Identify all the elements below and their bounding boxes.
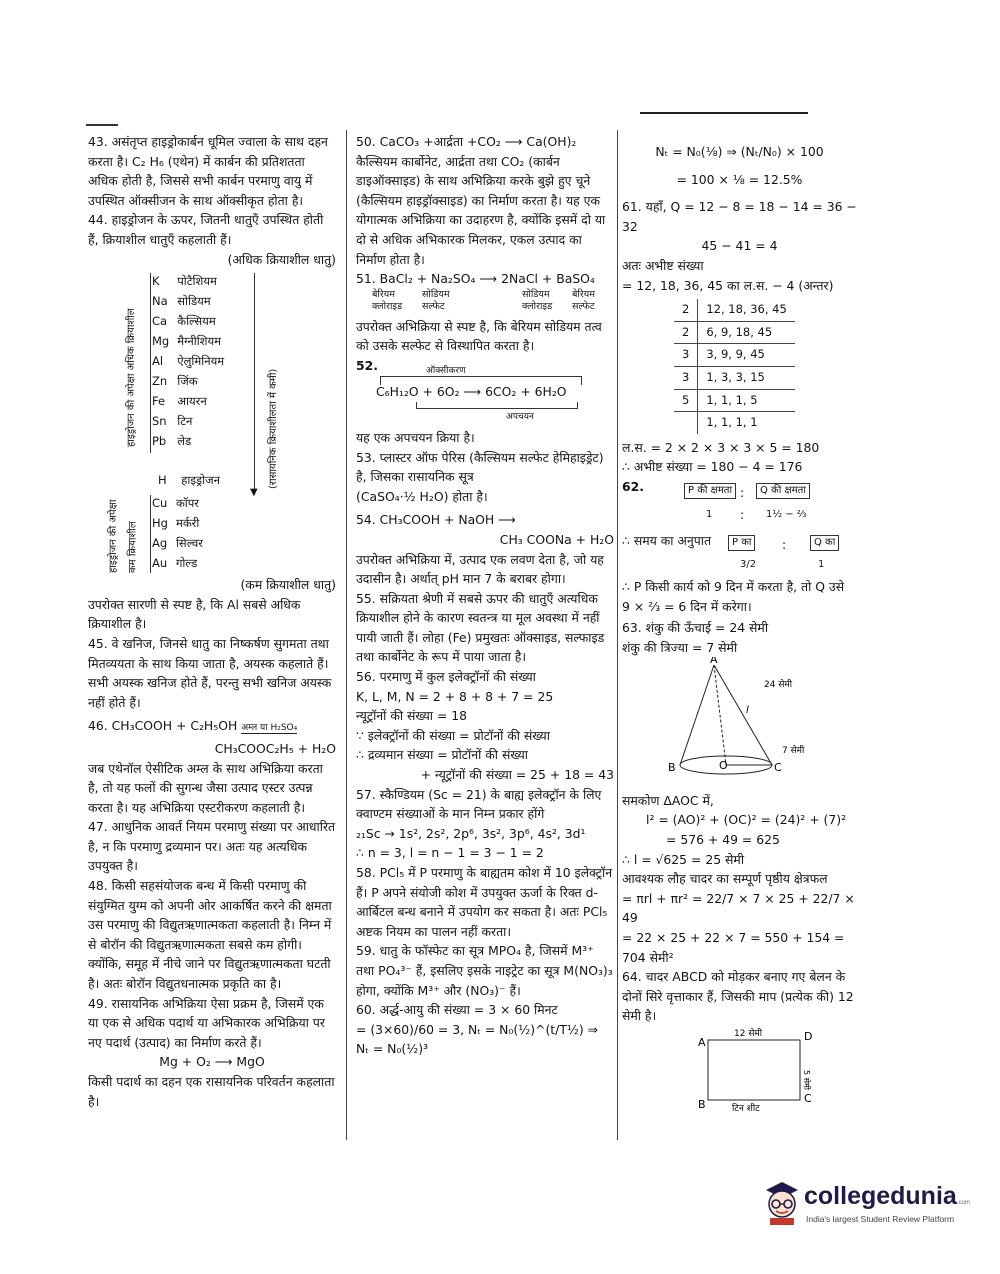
metal-symbol: Na (152, 294, 168, 309)
side-label-less-reactive: हाइड्रोजन की अपेक्षा कम क्रियाशील (108, 499, 139, 574)
answer-61-line5: ल.स. = 2 × 2 × 3 × 3 × 5 = 180 (622, 439, 820, 455)
label-sodium-chloride: सोडियम क्लोराइड (522, 288, 553, 312)
answer-60-continued: Nₜ = N₀(⅛) ⇒ (Nₜ/N₀) × 100 (655, 144, 824, 159)
reduction-bracket (416, 402, 578, 409)
series-row (148, 493, 207, 513)
rect-label-side: 5 सेमी (802, 1070, 811, 1090)
logo-name: collegedunia (804, 1182, 957, 1210)
logo-wordmark (804, 1182, 970, 1211)
answer-49-conclusion: किसी पदार्थ का दहन एक रासायनिक परिवर्तन कहलाता है। (88, 1074, 335, 1109)
cone-figure (622, 657, 857, 785)
hydrogen-name: हाइड्रोजन (181, 473, 221, 488)
metal-symbol: Mg (152, 334, 170, 349)
series-row (148, 351, 228, 371)
answer-59: 59. धातु के फॉस्फेट का सूत्र MPO₄ है, जिसमें M³⁺ तथा PO₄³⁻ हैं, इसलिए इसके नाइट्रेट का सूत्र M(NO₃)₃ होगा, क्योंकि M³⁺ और (NO₃)⁻ हैं। (356, 943, 613, 998)
metal-name: गोल्ड (175, 556, 198, 571)
answer-60-result: = 100 × ⅛ = 12.5% (676, 171, 803, 187)
cone-height (714, 665, 726, 765)
eq51-labels (372, 289, 614, 313)
answer-52-diagram (356, 356, 614, 428)
answer-63-line8: = πrl + πr² = 22/7 × 7 × 25 + 22/7 × 49 (622, 890, 855, 926)
lcm-divisor: 2 (674, 299, 698, 321)
q-time-value: 1 (818, 558, 825, 570)
answer-51: उपरोक्त अभिक्रिया से स्पष्ट है, कि बेरियम सोडियम तत्व को उसके सल्फेट से विस्थापित करता है। (356, 318, 602, 354)
answer-64: 64. चादर ABCD को मोड़कर बनाए गए बेलन के दोनों सिरे वृत्ताकार हैं, जिसकी माप (प्रत्येक की) 12 सेमी है। (622, 969, 854, 1024)
lcm-values: 12, 18, 36, 45 (698, 299, 795, 321)
metal-symbol: Ag (152, 536, 168, 551)
answer-55: 55. सक्रियता श्रेणी में सबसे ऊपर की धातुएँ अत्यधिक क्रियाशील होने के कारण स्वतन्त्र या मूल अवस्था में नहीं पायी जाती हैं। लोहा (Fe) प्रमुखतः ऑक्साइड, सल्फाइड तथा कार्बोनेट के रूप में पाया जाता है। (356, 590, 605, 665)
answer-61-line3: अतः अभीष्ट संख्या (622, 257, 704, 273)
cone-label-o: O (719, 759, 728, 773)
answer-61-line6: ∴ अभीष्ट संख्या = 180 − 4 = 176 (622, 459, 803, 475)
answer-56-line2: न्यूट्रॉनों की संख्या = 18 (356, 708, 468, 724)
metal-name: सिल्वर (175, 536, 203, 551)
lcm-values: 3, 9, 9, 45 (698, 344, 795, 367)
q-capacity-box: Q की क्षमता (756, 483, 810, 499)
pop-formula: (CaSO₄·½ H₂O) (356, 488, 449, 504)
p-capacity-value: 1 (706, 508, 713, 520)
answer-57-line2: ∴ n = 3, l = n − 1 = 3 − 1 = 2 (356, 845, 544, 861)
series-top-table (148, 271, 228, 451)
metal-symbol: K (152, 274, 160, 289)
lcm-row (674, 321, 795, 344)
collegedunia-logo (760, 1180, 970, 1230)
metal-name: सोडियम (177, 294, 211, 309)
lcm-values: 1, 1, 1, 5 (698, 389, 795, 412)
answer-63-line2: शंकु की त्रिज्या = 7 सेमी (622, 639, 738, 655)
metal-name: टिन (177, 414, 193, 429)
column-3 (622, 132, 857, 1118)
cone-label-height: 24 सेमी (764, 680, 793, 691)
answer-52: यह एक अपचयन क्रिया है। (356, 429, 475, 445)
less-reactive-label: (कम क्रियाशील धातु) (240, 577, 336, 593)
answer-57: 57. स्कैण्डियम (Sc = 21) के बाह्य इलेक्ट्रॉन के लिए क्वाण्टम संख्याओं के मान निम्न प्रकार होंगे (356, 786, 602, 822)
series-row (148, 391, 228, 411)
answer-61: 61. यहाँ, Q = 12 − 8 = 18 − 14 = 36 − 32 (622, 199, 857, 234)
answer-62-number: 62. (622, 478, 644, 494)
answer-61-line4: = 12, 18, 36, 45 का ल.स. − 4 (अन्तर) (622, 277, 834, 293)
arrow-head: ▼ (250, 487, 258, 499)
series-row (148, 411, 228, 431)
answer-63-line6: ∴ l = √625 = 25 सेमी (622, 851, 745, 867)
logo-tagline: India's largest Student Review Platform (806, 1214, 955, 1224)
metal-name: जिंक (177, 374, 198, 389)
metal-name: लेड (177, 434, 192, 449)
side-label-reactivity-decrease: (रासायनिक क्रियाशीलता में कमी) (268, 368, 279, 490)
time-ratio-label: ∴ समय का अनुपात (622, 532, 712, 548)
column-2 (356, 132, 614, 1059)
answer-63-line9: = 22 × 25 + 22 × 7 = 550 + 154 = 704 सेमी² (622, 930, 845, 965)
metal-name: कॉपर (175, 496, 199, 511)
metal-name: ऐलुमिनियम (177, 354, 225, 369)
metal-name: आयरन (177, 394, 207, 409)
cone-left-edge (680, 665, 714, 765)
answer-54: उपरोक्त अभिक्रिया में, उत्पाद एक लवण देता है, जो यह उदासीन है। अर्थात् pH मान 7 के बराबर होगा। (356, 551, 604, 587)
rect-label-bottom: टिन शीट (732, 1104, 760, 1112)
p-time-box: P का (728, 535, 755, 551)
rect-label-top: 12 सेमी (734, 1029, 763, 1039)
series-row (148, 553, 207, 573)
lcm-row (674, 344, 795, 367)
answer-44: 44. हाइड्रोजन के ऊपर, जितनी धातुएँ उपस्थित होती हैं, क्रियाशील धातुएँ कहलाती हैं। (88, 212, 324, 247)
hydrogen-row (158, 471, 220, 491)
answer-63-line5: = 576 + 49 = 625 (666, 832, 780, 848)
p-capacity-box: P की क्षमता (684, 483, 736, 499)
answer-49: 49. रासायनिक अभिक्रिया ऐसा प्रक्रम है, जिसमें एक या एक से अधिक पदार्थ या अभिकारक अभिक्रिया पर नए पदार्थ (उत्पाद) का निर्माण करते हैं। (88, 995, 325, 1050)
cone-label-b: B (668, 761, 676, 775)
metal-symbol: Zn (152, 374, 168, 389)
answer-46-equation (88, 716, 336, 739)
answer-60: 60. अर्द्ध-आयु की संख्या = 3 × 60 मिनट (356, 1002, 558, 1018)
rectangle-figure (622, 1026, 857, 1112)
ratio-colon-2: : (740, 506, 745, 522)
answer-56-line4: ∴ द्रव्यमान संख्या = प्रोटॉनों की संख्या (356, 747, 528, 763)
answer-62-ratio (622, 477, 857, 529)
lcm-values: 1, 3, 3, 15 (698, 366, 795, 389)
metal-symbol: Cu (152, 496, 168, 511)
q-time-box: Q का (810, 535, 839, 551)
column-divider-1 (346, 130, 347, 1140)
lcm-values: 6, 9, 18, 45 (698, 321, 795, 344)
side-label-more-reactive: हाइड्रोजन की अपेक्षा अधिक क्रियाशील (126, 308, 137, 448)
answer-63-line3: समकोण ΔAOC में, (622, 792, 714, 808)
lcm-division-table (674, 299, 795, 434)
reduction-label: अपचयन (506, 411, 534, 422)
lcm-row (674, 299, 795, 321)
answer-46: जब एथेनॉल ऐसीटिक अम्ल के साथ अभिक्रिया करता है, तो यह फलों की सुगन्ध जैसा उत्पाद एस्टर उत्पन्न करता है। यह अभिक्रिया एस्टरीकरण कहलाती है। (88, 760, 323, 815)
answer-63-line4: l² = (AO)² + (OC)² = (24)² + (7)² (646, 812, 847, 828)
lcm-divisor: 5 (674, 389, 698, 412)
ratio-colon-3: : (782, 536, 787, 552)
series-row (148, 533, 207, 553)
lcm-divisor: 2 (674, 321, 698, 344)
answer-45: 45. वे खनिज, जिनसे धातु का निष्कर्षण सुगमता तथा मितव्ययता के साथ किया जाता है, अयस्क कहलाते हैं। सभी अयस्क खनिज होते हैं, परन्तु सभी खनिज अयस्क नहीं होते हैं। (88, 635, 332, 710)
series-row (148, 371, 228, 391)
answer-58: 58. PCl₅ में P परमाणु के बाह्यतम कोश में 10 इलेक्ट्रॉन हैं। P अपने संयोजी कोश में उपयुक्त ऊर्जा के रिक्त d-आर्बिटल बन्ध बनाने में उपयोग कर सकता है। अतः PCl₅ अष्टक नियम का पालन नहीं करता। (356, 865, 613, 939)
metal-symbol: Pb (152, 434, 167, 449)
answer-43: 43. असंतृप्त हाइड्रोकार्बन धूमिल ज्वाला के साथ दहन करता है। C₂ H₆ (एथेन) में कार्बन की प्रतिशतता अधिक होती है, जिससे सभी कार्बन परमाणु वायु में उपस्थित ऑक्सीजन के साथ ऑक्सीकृत होता है। (88, 134, 328, 208)
answer-62-line3: ∴ P किसी कार्य को 9 दिन में करता है, तो Q उसे (622, 578, 845, 594)
lcm-row (674, 389, 795, 412)
answer-53: 53. प्लास्टर ऑफ पेरिस (कैल्सियम सल्फेट हेमिहाइड्रेट) है, जिसका रासायनिक सूत्र (356, 449, 604, 485)
answer-61-line2: 45 − 41 = 4 (701, 238, 778, 254)
p-time-value: 3/2 (740, 558, 757, 570)
lcm-row (674, 412, 795, 434)
metal-symbol: Fe (152, 394, 166, 409)
answer-53-formula (356, 487, 614, 507)
decrease-arrow (254, 273, 255, 491)
answer-54-equation: 54. CH₃COOH + NaOH ⟶ (356, 512, 516, 528)
eq46-arrow: अम्ल या H₂SO₄ (241, 723, 298, 734)
lcm-values: 1, 1, 1, 1 (706, 415, 758, 430)
metal-symbol: Au (152, 556, 168, 571)
cone-label-c: C (774, 761, 782, 775)
metal-name: पोटैशियम (177, 274, 217, 289)
answer-56-line5: + न्यूट्रॉनों की संख्या = 25 + 18 = 43 (420, 767, 614, 783)
eq46-reactants: 46. CH₃COOH + C₂H₅OH (88, 718, 238, 734)
answer-57-line1: ₂₁Sc → 1s², 2s², 2p⁶, 3s², 3p⁶, 4s², 3d¹ (356, 825, 586, 841)
answer-49-equation: Mg + O₂ ⟶ MgO (159, 1054, 265, 1070)
series-bottom-table (148, 493, 207, 573)
answer-63-line7: आवश्यक लौह चादर का सम्पूर्ण पृष्ठीय क्षेत्रफल (622, 871, 828, 887)
metal-name: कैल्सियम (177, 314, 216, 329)
lcm-row (674, 366, 795, 389)
metal-symbol: Sn (152, 414, 167, 429)
oxidation-label: ऑक्सीकरण (426, 365, 466, 376)
more-reactive-label: (अधिक क्रियाशील धातु) (227, 251, 336, 267)
time-ratio (622, 529, 857, 577)
answer-50: कैल्सियम कार्बोनेट, आर्द्रता तथा CO₂ (कार्बन डाइऑक्साइड) के साथ अभिक्रिया करके बुझे हुए चूने (कैल्सियम हाइड्रॉक्साइड) का निर्माण करता है। यह एक योगात्मक अभिक्रिया का उदाहरण है, क्योंकि इसमें दो या दो से अधिक अभिकारक मिलकर, एकल उत्पाद का निर्माण होता है। (356, 153, 606, 267)
cone-label-a: A (710, 657, 718, 667)
label-barium-sulphate: बेरियम सल्फेट (572, 288, 595, 312)
lcm-divisor: 3 (674, 366, 698, 389)
metal-name: मैग्नीशियम (177, 334, 222, 349)
answer-50-equation: 50. CaCO₃ +आर्द्रता +CO₂ ⟶ Ca(OH)₂ (356, 134, 577, 149)
answer-53-end: होता है। (452, 488, 488, 504)
answer-48: 48. किसी सहसंयोजक बन्ध में किसी परमाणु की संयुग्मित युग्म को अपनी ओर आकर्षित करने की क्षमता उस परमाणु की विद्युतऋणात्मकता कहलाती है। निम्न में से बोरॉन की विद्युतऋणात्मकता सबसे कम होगी। क्योंकि, समूह में नीचे जाने पर विद्युतऋणात्मकता घटती है। अतः बोरॉन विद्युतधनात्मक प्रकृति का है। (88, 878, 332, 992)
cone-label-radius: 7 सेमी (782, 746, 805, 757)
series-row (148, 431, 228, 451)
rect-label-a: A (698, 1036, 706, 1049)
label-barium-chloride: बेरियम क्लोराइड (372, 288, 403, 312)
eq52: C₆H₁₂O + 6O₂ ⟶ 6CO₂ + 6H₂O (376, 383, 567, 399)
rect-label-c: C (804, 1092, 812, 1105)
eq46-products: CH₃COOC₂H₅ + H₂O (214, 740, 336, 756)
q-capacity-value: 1½ − ⅔ (766, 508, 807, 520)
reactivity-series (88, 269, 336, 575)
lcm-divisor (674, 412, 698, 434)
answer-56: 56. परमाणु में कुल इलेक्ट्रॉनों की संख्या (356, 669, 536, 685)
answer-56-line3: ∵ इलेक्ट्रॉनों की संख्या = प्रोटॉनों की संख्या (356, 727, 550, 743)
answer-44-conclusion: उपरोक्त सारणी से स्पष्ट है, कि Al सबसे अधिक क्रियाशील है। (88, 596, 301, 632)
answer-60-equation: = (3×60)/60 = 3, Nₜ = N₀(½)^(t/T½) ⇒ Nₜ = N₀(½)³ (356, 1021, 599, 1057)
rect-label-d: D (804, 1030, 813, 1043)
metal-symbol: Ca (152, 314, 168, 329)
column-divider-2 (617, 130, 618, 1140)
logo-com: .com (956, 1200, 970, 1206)
top-rule (640, 112, 808, 114)
answer-56-line1: K, L, M, N = 2 + 8 + 8 + 7 = 25 (356, 688, 554, 704)
answer-62-line4: 9 × ⅔ = 6 दिन में करेगा। (622, 598, 752, 614)
column-1 (88, 132, 336, 1111)
series-row (148, 331, 228, 351)
top-dash (86, 124, 118, 126)
answer-51-equation: 51. BaCl₂ + Na₂SO₄ ⟶ 2NaCl + BaSO₄ (356, 271, 595, 287)
mascot-icon (760, 1180, 802, 1226)
label-sodium-sulphate: सोडियम सल्फेट (422, 288, 450, 312)
metal-symbol: Hg (152, 516, 168, 531)
tin-sheet-rect (708, 1040, 800, 1100)
metal-symbol: Al (152, 354, 164, 369)
eq54-products: CH₃ COONa + H₂O (499, 531, 614, 547)
cone-label-l: l (746, 705, 749, 717)
series-row (148, 291, 228, 311)
lcm-divisor: 3 (674, 344, 698, 367)
series-row (148, 513, 207, 533)
series-row (148, 271, 228, 291)
answer-47: 47. आधुनिक आवर्त नियम परमाणु संख्या पर आधारित है, न कि परमाणु द्रव्यमान पर। अतः यह अत्यधिक उपयुक्त है। (88, 819, 336, 874)
metal-name: मर्करी (175, 516, 200, 531)
ratio-colon-1: : (740, 484, 745, 500)
rect-label-b: B (698, 1098, 706, 1111)
answer-63: 63. शंकु की ऊँचाई = 24 सेमी (622, 620, 769, 636)
hydrogen-symbol: H (158, 473, 167, 488)
series-row (148, 311, 228, 331)
answer-52-number: 52. (356, 357, 378, 373)
